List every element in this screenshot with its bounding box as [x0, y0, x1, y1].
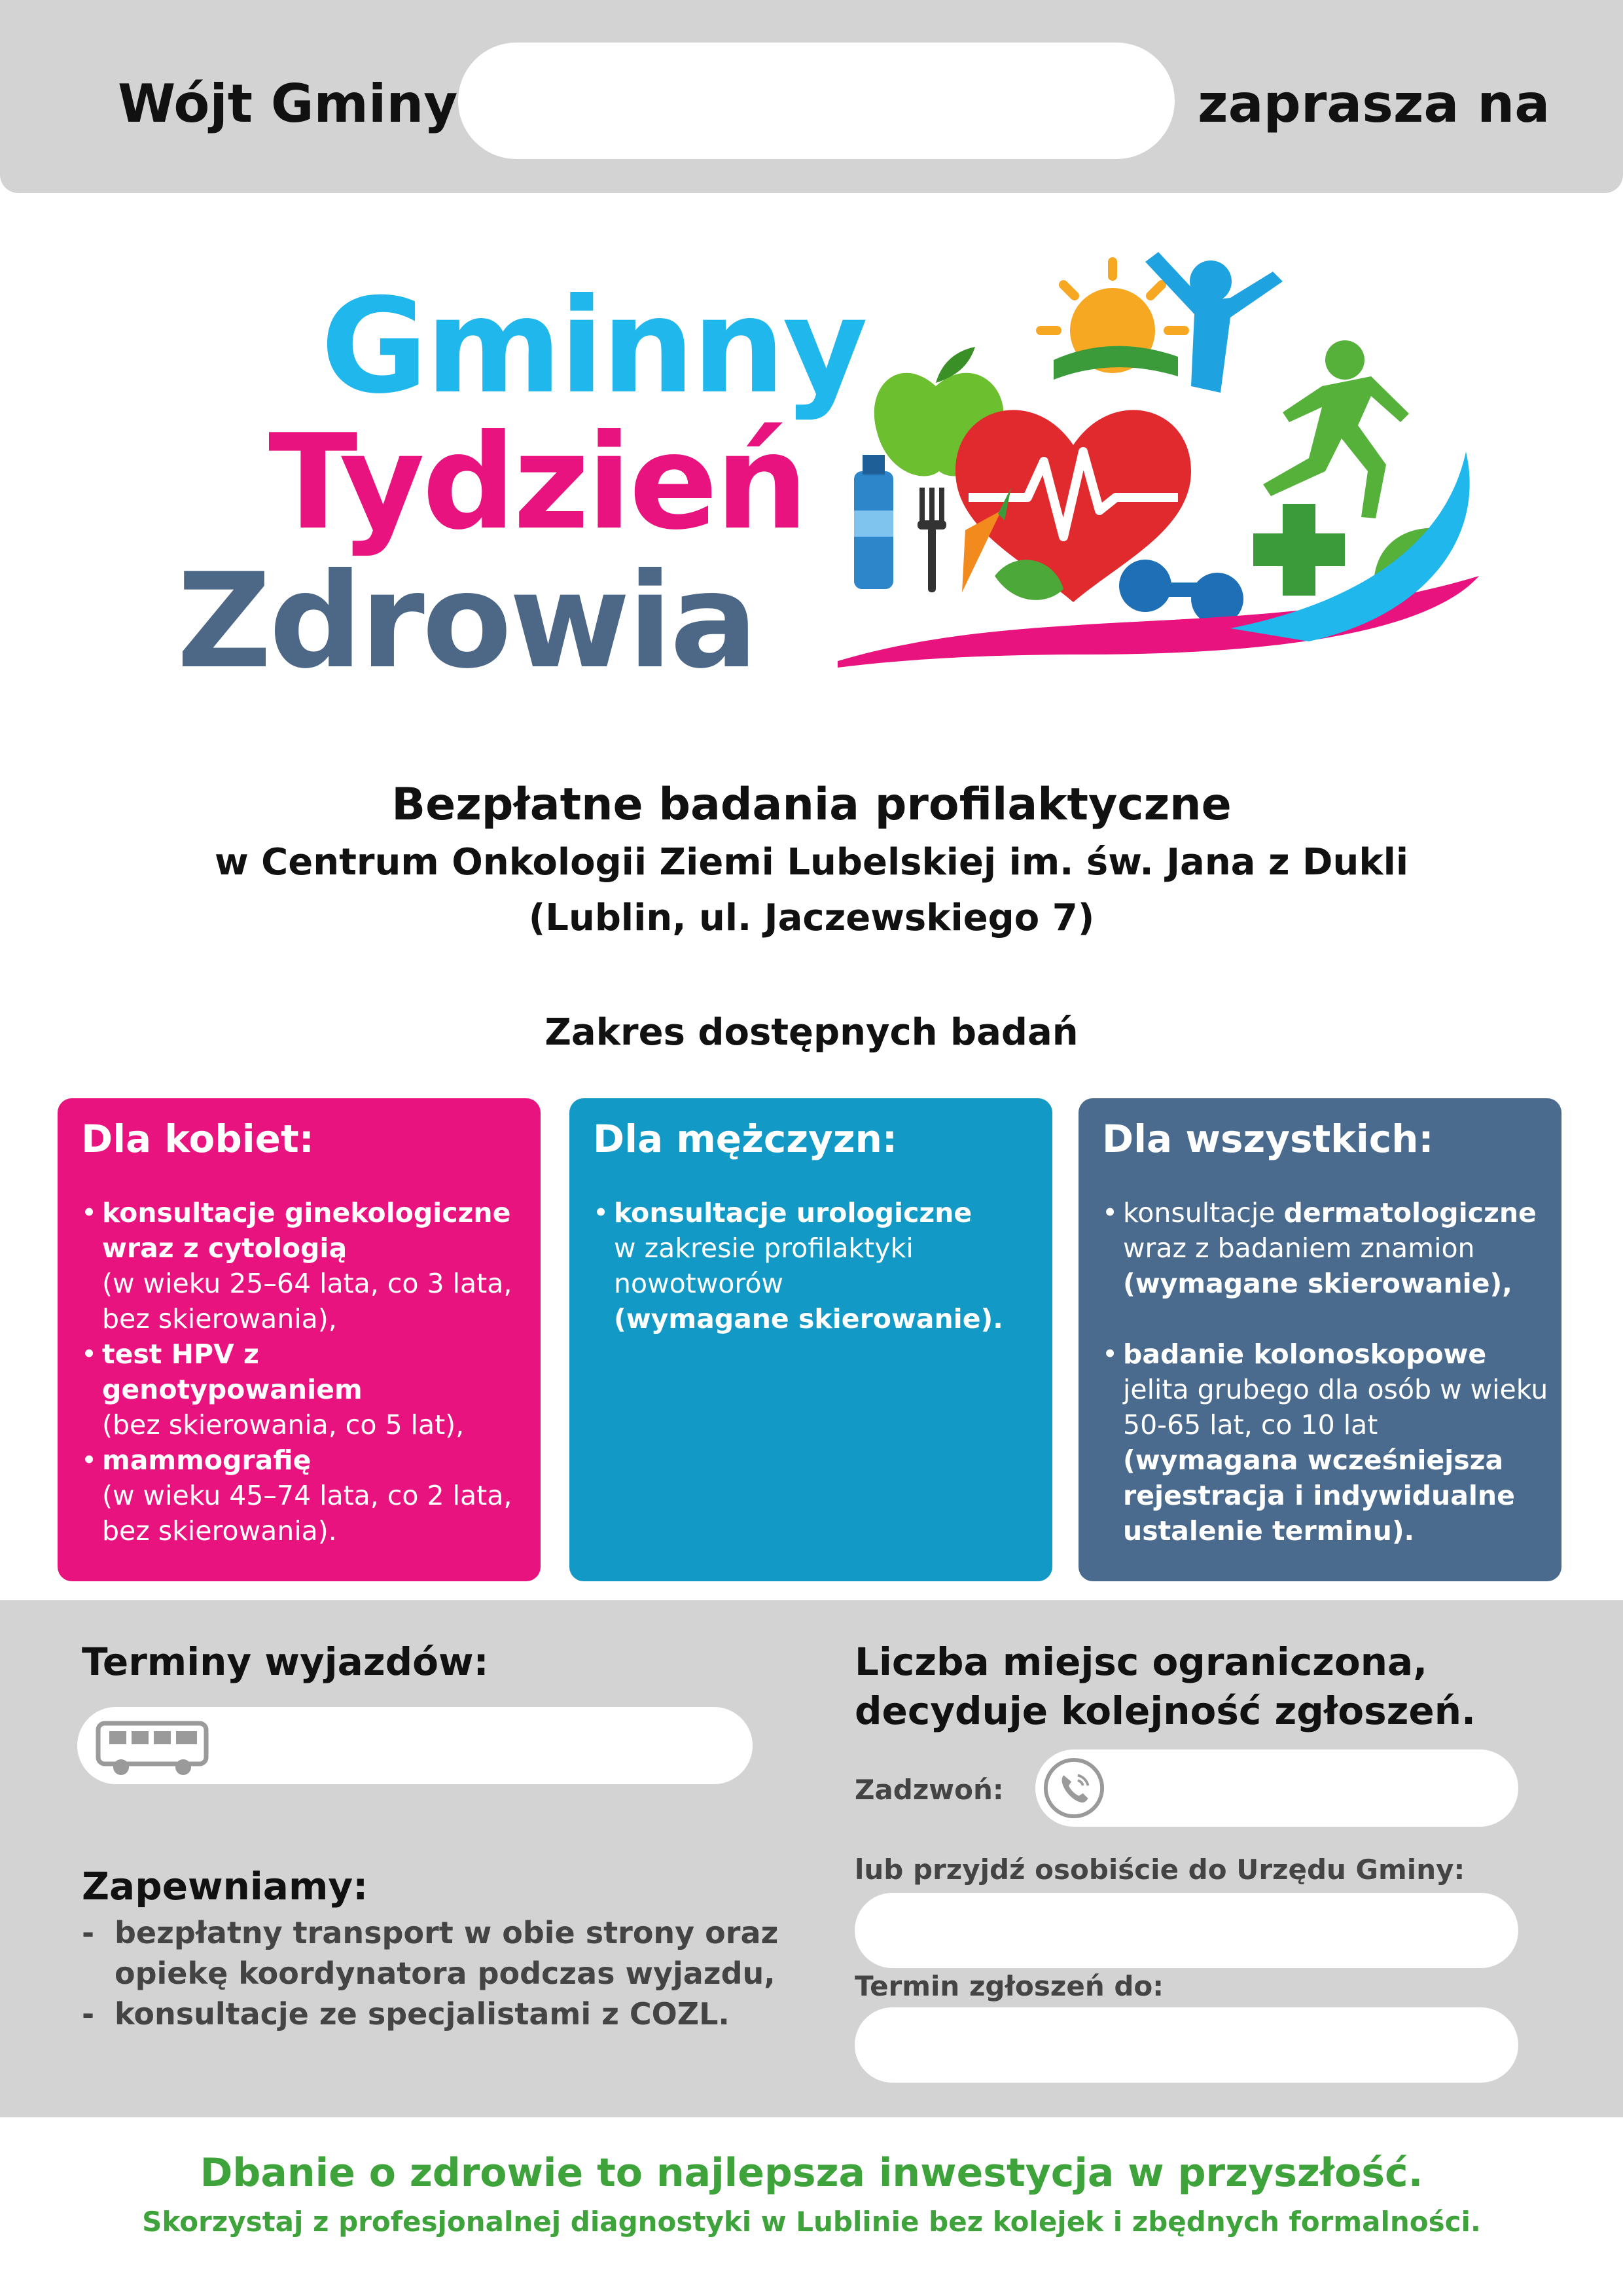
- health-logo-illustration: [838, 236, 1492, 668]
- card-all-list: [1102, 1195, 1548, 1549]
- intro-location: w Centrum Onkologii Ziemi Lubelskiej im. św. Jana z Dukli: [214, 841, 1409, 884]
- header-right-text: zaprasza na: [1198, 73, 1550, 134]
- list-item-bold: konsultacje urologiczne: [614, 1197, 972, 1229]
- card-men-list: [593, 1195, 1039, 1336]
- card-men: [569, 1098, 1052, 1581]
- card-women-list: [81, 1195, 527, 1549]
- list-item-text: (w wieku 25–64 lata, co 3 lata, bez skierowania),: [102, 1268, 512, 1335]
- we-provide-list: [82, 1912, 802, 2034]
- list-item-bold: badanie kolonoskopowe: [1123, 1338, 1487, 1370]
- logo-word-tydzien: Tydzień: [268, 406, 806, 559]
- list-item-text: wraz z badaniem znamion: [1123, 1232, 1475, 1264]
- list-item-bold: dermatologiczne: [1283, 1197, 1537, 1229]
- runner-icon: [1263, 340, 1409, 518]
- card-women-title: Dla kobiet:: [81, 1117, 314, 1161]
- card-women: [58, 1098, 541, 1581]
- cross-icon: [1253, 504, 1345, 596]
- list-item-text: (w wieku 45–74 lata, co 2 lata, bez skierowania).: [102, 1480, 512, 1547]
- deadline-field[interactable]: [855, 2007, 1518, 2083]
- footer-slogan: Dbanie o zdrowie to najlepsza inwestycja w przyszłość.: [200, 2150, 1423, 2196]
- scope-heading: Zakres dostępnych badań: [544, 1011, 1079, 1054]
- intro-title: Bezpłatne badania profilaktyczne: [391, 779, 1232, 831]
- call-label: Zadzwoń:: [855, 1774, 1004, 1806]
- logo-word-gminny: Gminny: [321, 270, 866, 423]
- visit-office-label: lub przyjdź osobiście do Urzędu Gminy:: [855, 1854, 1465, 1886]
- we-provide-label: Zapewniamy:: [82, 1864, 368, 1909]
- fork-icon: [918, 488, 946, 592]
- bus-icon: [95, 1718, 213, 1777]
- card-all: [1079, 1098, 1561, 1581]
- departure-dates-label: Terminy wyjazdów:: [82, 1640, 489, 1684]
- dumbbell-icon: [1119, 560, 1243, 625]
- list-item-bold: test HPV z genotypowaniem: [102, 1338, 363, 1405]
- logo-word-zdrowia: Zdrowia: [177, 545, 756, 698]
- list-item-text: konsultacje: [1123, 1197, 1275, 1229]
- list-item-bold: mammografię: [102, 1444, 312, 1476]
- office-address-field[interactable]: [855, 1893, 1518, 1968]
- header-left-text: Wójt Gminy: [118, 73, 458, 134]
- card-men-title: Dla mężczyzn:: [593, 1117, 898, 1161]
- limited-places-text: Liczba miejsc ograniczona,: [855, 1640, 1428, 1684]
- list-item-bold: (wymagane skierowanie).: [614, 1303, 1003, 1335]
- list-item: [593, 1195, 1039, 1336]
- list-item: - konsultacje ze specjalistami z COZL.: [82, 1994, 802, 2034]
- intro-address: (Lublin, ul. Jaczewskiego 7): [528, 897, 1095, 939]
- order-of-registration-text: decyduje kolejność zgłoszeń.: [855, 1689, 1476, 1733]
- card-all-title: Dla wszystkich:: [1102, 1117, 1434, 1161]
- list-item: [81, 1195, 527, 1336]
- list-item: [1102, 1336, 1548, 1549]
- list-item-bold: (wymagane skierowanie),: [1123, 1268, 1512, 1299]
- list-item-text: jelita grubego dla osób w wieku 50-65 lat, co 10 lat: [1123, 1374, 1548, 1441]
- deadline-label: Termin zgłoszeń do:: [855, 1970, 1164, 2002]
- list-item: - bezpłatny transport w obie strony oraz opiekę koordynatora podczas wyjazdu,: [82, 1912, 802, 1994]
- municipality-name-field[interactable]: [458, 43, 1175, 159]
- bottle-icon: [854, 455, 893, 589]
- list-item: [81, 1443, 527, 1549]
- footer-subline: Skorzystaj z profesjonalnej diagnostyki w Lublinie bez kolejek i zbędnych formalności.: [142, 2206, 1481, 2238]
- list-item-bold: konsultacje ginekologiczne wraz z cytologią: [102, 1197, 511, 1264]
- list-item-bold: (wymagana wcześniejsza rejestracja i indywidualne ustalenie terminu).: [1123, 1444, 1515, 1547]
- phone-icon: [1042, 1756, 1106, 1820]
- list-item: [81, 1336, 527, 1443]
- list-item-text: (bez skierowania, co 5 lat),: [102, 1409, 465, 1441]
- list-item-text: w zakresie profilaktyki nowotworów: [614, 1232, 914, 1299]
- phone-number-field[interactable]: [1035, 1749, 1518, 1827]
- list-item: [1102, 1195, 1548, 1301]
